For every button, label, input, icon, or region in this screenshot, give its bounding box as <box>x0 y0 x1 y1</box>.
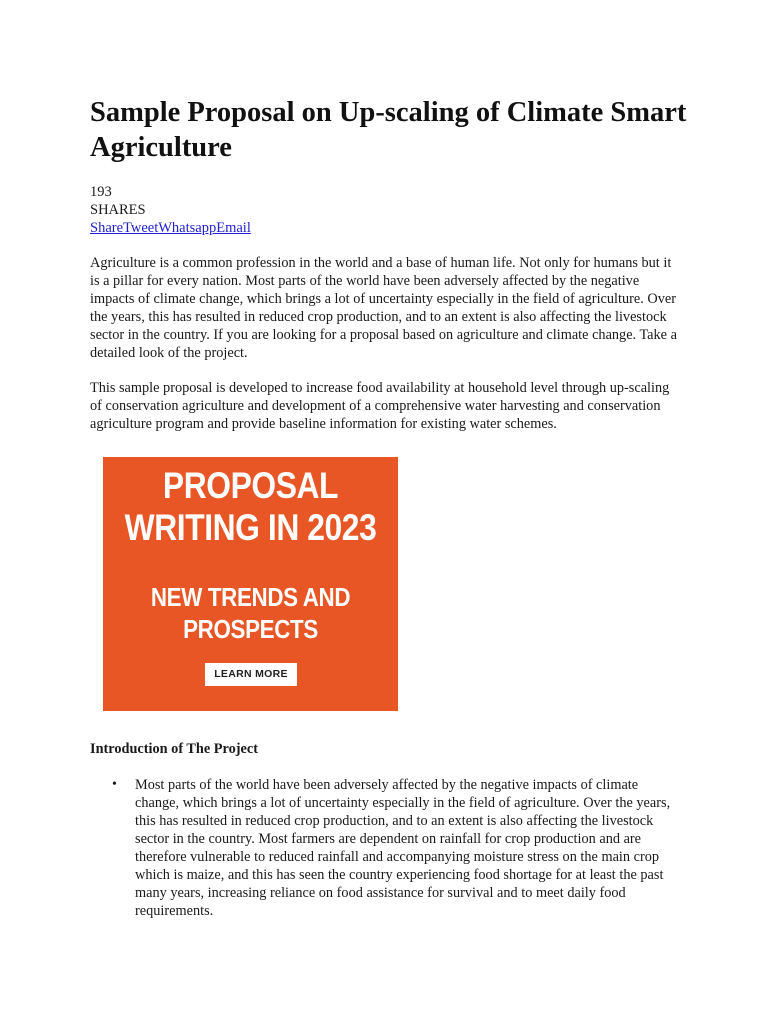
ad-headline <box>124 465 378 549</box>
share-count-label: SHARES <box>90 202 146 218</box>
list-item <box>90 776 680 920</box>
intro-paragraph: Agriculture is a common profession in the world and a base of human life. Not only for humans but it is a pillar for every nation. Most parts of the world have been adversely affected by the negative impacts of climate change, which brings a lot of uncertainty especially in the field of agriculture. Over the years, this has resulted in reduced crop production, and to an extent is also affecting the livestock sector in the country. If you are looking for a proposal based on agriculture and climate change. Take a detailed look of the project. <box>90 255 677 361</box>
bullet-icon: • <box>112 777 117 792</box>
share-links <box>90 219 251 237</box>
section-heading: Introduction of The Project <box>90 741 258 757</box>
ad-headline-line2: WRITING IN 2023 <box>124 507 377 548</box>
share-link[interactable]: Share <box>90 220 124 236</box>
ad-sub-line2: PROSPECTS <box>183 614 318 644</box>
share-counter <box>90 183 146 219</box>
list-item-text: Most parts of the world have been adversely affected by the negative impacts of climate change, which brings a lot of uncertainty especially in the field of agriculture. Over the years, this has resulted in reduced crop production, and to an extent is also affecting the livestock sector in the country. Most farmers are dependent on rainfall for crop production and are therefore vulnerable to reduced rainfall and accompanying moisture stress on the main crop which is maize, and this has seen the country experiencing food shortage for at least the past many years, increasing reliance on food assistance for survival and to meet daily food requirements. <box>135 777 671 919</box>
tweet-link[interactable]: Tweet <box>123 220 159 236</box>
ad-headline-line1: PROPOSAL <box>162 465 339 506</box>
purpose-paragraph: This sample proposal is developed to increase food availability at household level through up-scaling of conservation agriculture and development of a comprehensive water harvesting and conservation agriculture program and provide baseline information for existing water schemes. <box>90 380 670 432</box>
article-title: Sample Proposal on Up-scaling of Climate Smart Agriculture <box>90 97 687 163</box>
email-link[interactable]: Email <box>216 220 251 236</box>
whatsapp-link[interactable]: Whatsapp <box>158 220 217 236</box>
proposal-writing-ad-banner[interactable] <box>103 457 398 711</box>
ad-sub-line1: NEW TRENDS AND <box>150 582 351 612</box>
intro-bullet-list <box>90 776 680 920</box>
learn-more-button[interactable]: LEARN MORE <box>205 663 297 686</box>
ad-subheadline <box>124 581 378 645</box>
share-count: 193 <box>90 184 112 200</box>
